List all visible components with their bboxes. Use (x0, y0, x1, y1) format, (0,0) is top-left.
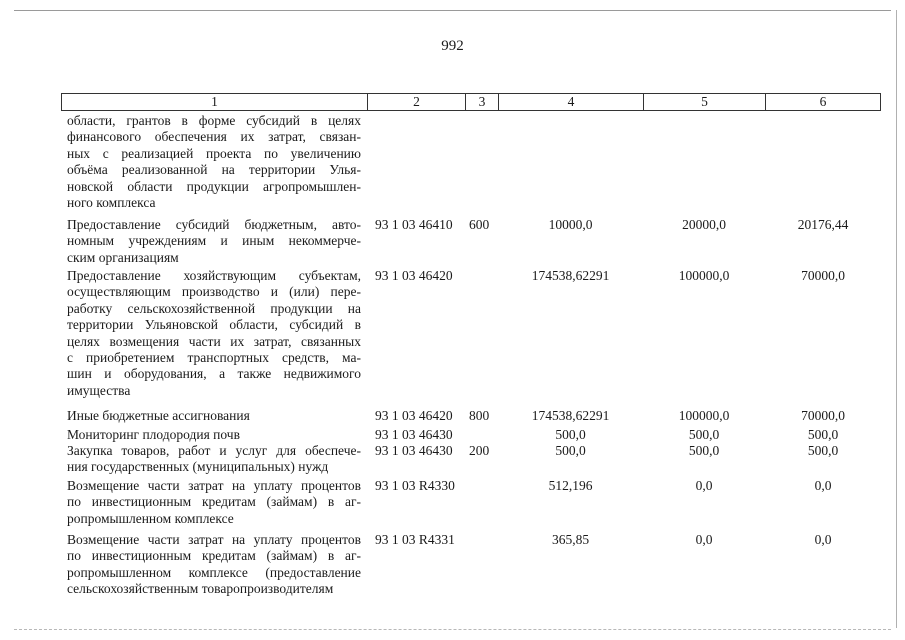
row-name-line: Предоставление субсидий бюджетным, авто- (67, 217, 361, 232)
row-type: 600 (469, 217, 490, 232)
row-name-line: Мониторинг плодородия почв (67, 427, 240, 442)
row-value-4: 365,85 (551, 532, 590, 547)
row-name-line: с приобретением транспортных средств, ма- (67, 350, 361, 366)
row-name-line: работку сельскохозяйственной продукции на (67, 300, 361, 316)
row-value-5: 500,0 (688, 427, 720, 442)
row-value-4: 174538,62291 (531, 408, 610, 423)
row-name-line: Возмещение части затрат на уплату процентов (67, 478, 361, 493)
row-value-5: 100000,0 (678, 268, 730, 283)
row-name (61, 532, 367, 598)
table-row (61, 268, 881, 399)
row-name-line: территории Ульяновской области, субсидий в (67, 317, 361, 333)
row-name-line: ским организациям (67, 249, 179, 265)
row-name-line: новской области продукции агропромышлен- (67, 178, 361, 194)
header-col-3: 3 (465, 93, 498, 111)
row-value-4: 10000,0 (548, 217, 593, 232)
row-name-line: Закупка товаров, работ и услуг для обеспече- (67, 443, 361, 458)
row-name-line: ния государственных (муниципальных) нужд (67, 459, 329, 475)
row-type (465, 427, 498, 443)
row-type (465, 113, 498, 211)
table-row (61, 443, 881, 476)
row-name-line: ропромышленном комплексе (67, 510, 234, 526)
header-col-5: 5 (643, 93, 765, 111)
row-value-6: 500,0 (807, 427, 839, 442)
row-value-6: 500,0 (807, 443, 839, 458)
row-value-6 (765, 113, 881, 211)
row-name (61, 113, 367, 211)
row-value-4: 174538,62291 (531, 268, 610, 283)
header-col-4: 4 (498, 93, 643, 111)
row-name-line: финансового обеспечения их затрат, связан- (67, 129, 361, 145)
row-code: 93 1 03 46420 (375, 408, 453, 423)
row-name-line: шин и оборудования, а также недвижимого (67, 366, 361, 382)
table-header (61, 93, 881, 111)
row-name-line: объёма реализованной на территории Улья- (67, 162, 361, 178)
row-value-4 (498, 113, 643, 211)
row-name-line: Возмещение части затрат на уплату процентов (67, 532, 361, 547)
table-row (61, 427, 881, 443)
row-name (61, 427, 367, 443)
row-code: 93 1 03 R4330 (375, 478, 455, 493)
row-code: 93 1 03 46420 (375, 268, 453, 283)
row-type (465, 478, 498, 527)
row-type (465, 532, 498, 598)
row-code: 93 1 03 R4331 (375, 532, 455, 547)
header-col-2: 2 (367, 93, 465, 111)
row-type: 800 (469, 408, 490, 423)
row-name-line: области, грантов в форме субсидий в целях (67, 113, 361, 128)
row-value-5: 0,0 (695, 532, 713, 547)
scan-border-right (896, 10, 897, 628)
row-name-line: имущества (67, 382, 131, 398)
row-value-4: 500,0 (555, 443, 586, 458)
row-name-line: ного комплекса (67, 195, 156, 211)
row-name (61, 268, 367, 399)
row-name-line: осуществляющим производство и (или) пере- (67, 284, 361, 300)
row-value-4: 500,0 (555, 427, 586, 442)
row-value-5: 500,0 (688, 443, 720, 458)
row-value-6: 0,0 (814, 532, 832, 547)
page-number: 992 (441, 38, 464, 54)
table-row (61, 217, 881, 266)
row-name (61, 478, 367, 527)
table-row (61, 532, 881, 598)
scan-border-bottom (14, 629, 891, 630)
row-name-line: ропромышленном комплексе (предоставление (67, 564, 361, 580)
row-value-5: 100000,0 (678, 408, 730, 423)
row-value-6: 20176,44 (797, 217, 849, 232)
table-row (61, 408, 881, 424)
row-value-4: 512,196 (548, 478, 593, 493)
row-name-line: Предоставление хозяйствующим субъектам, (67, 268, 361, 283)
row-name-line: по инвестиционным кредитам (займам) в аг- (67, 494, 361, 510)
row-code: 93 1 03 46430 (375, 443, 453, 458)
header-col-6: 6 (765, 93, 881, 111)
table-row (61, 478, 881, 527)
row-code (367, 113, 465, 211)
row-name-line: ных с реализацией проекта по увеличению (67, 145, 361, 161)
row-name-line: целях возмещения части их затрат, связанных (67, 333, 361, 349)
row-name (61, 217, 367, 266)
row-name-line: Иные бюджетные ассигнования (67, 408, 250, 423)
row-value-5 (643, 113, 765, 211)
row-value-5: 20000,0 (682, 217, 726, 232)
row-name (61, 408, 367, 424)
row-value-6: 0,0 (814, 478, 832, 493)
row-type (465, 268, 498, 399)
scan-border-top (14, 10, 891, 11)
row-name (61, 443, 367, 476)
row-type: 200 (469, 443, 490, 458)
row-name-line: номным учреждениям и иным некоммерче- (67, 233, 361, 249)
row-value-6: 70000,0 (801, 408, 845, 423)
row-value-6: 70000,0 (801, 268, 845, 283)
table-row (61, 113, 881, 211)
row-name-line: по инвестиционным кредитам (займам) в аг- (67, 548, 361, 564)
header-col-1: 1 (61, 93, 367, 111)
row-name-line: сельскохозяйственным товаропроизводителям (67, 581, 334, 597)
row-code: 93 1 03 46410 (375, 217, 453, 232)
row-code: 93 1 03 46430 (375, 427, 453, 442)
row-value-5: 0,0 (695, 478, 713, 493)
